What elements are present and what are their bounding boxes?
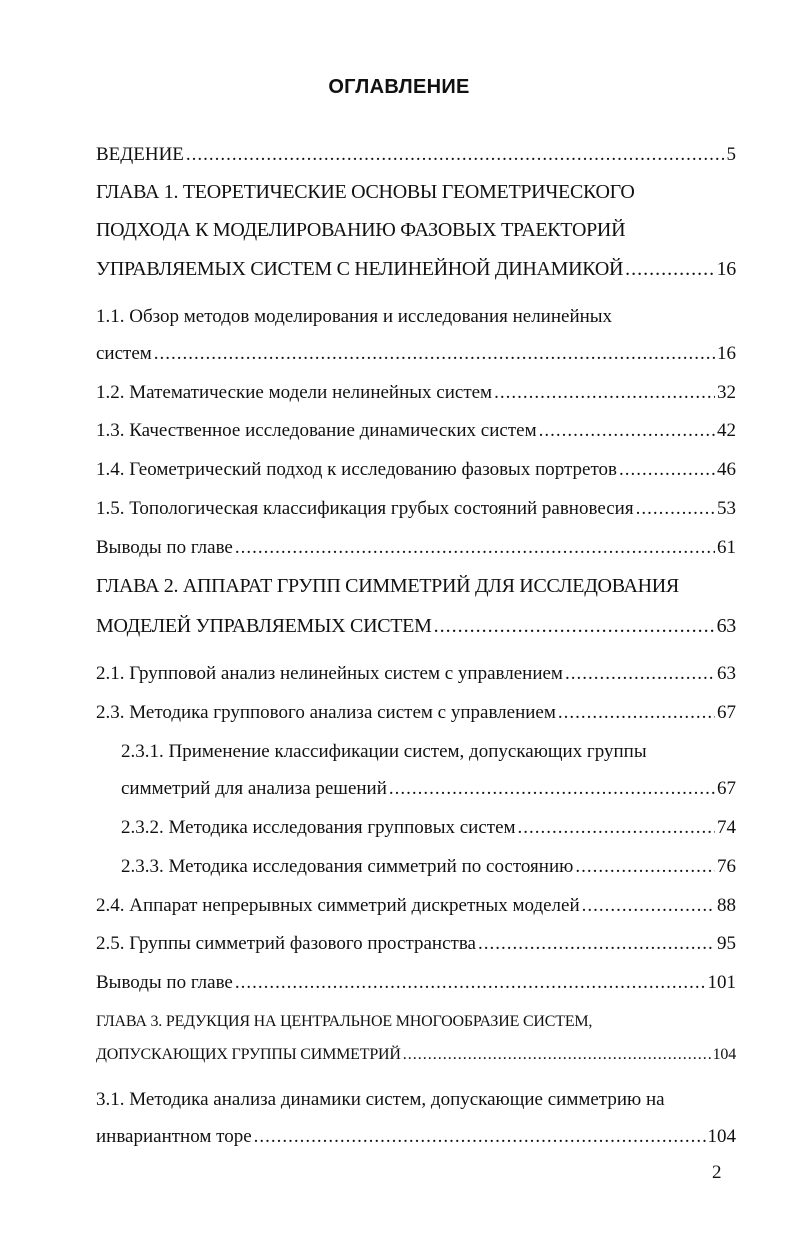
toc-page-number: 67 <box>717 778 736 799</box>
toc-subsection-2-3-2 <box>121 816 736 840</box>
dot-leader <box>235 536 715 560</box>
toc-chapter3-line1 <box>96 1010 736 1034</box>
toc-entry-text: ВЕДЕНИЕ <box>96 144 184 165</box>
toc-page-number: 74 <box>717 817 736 838</box>
toc-section-1-1-line2 <box>96 342 736 366</box>
toc-entry-text: 1.4. Геометрический подход к исследованию фазовых портретов <box>96 459 617 480</box>
dot-leader <box>625 257 714 281</box>
dot-leader <box>518 816 715 840</box>
toc-page-number: 42 <box>717 420 736 441</box>
toc-entry-text: 2.3.1. Применение классификации систем, допускающих группы <box>121 741 647 762</box>
toc-chapter2-line1 <box>96 574 736 598</box>
toc-chapter1-line3 <box>96 257 736 281</box>
toc-section-2-1 <box>96 662 736 686</box>
toc-entry-text: 1.5. Топологическая классификация грубых состояний равновесия <box>96 498 634 519</box>
page-title: ОГЛАВЛЕНИЕ <box>328 76 470 98</box>
toc-page-number: 46 <box>717 459 736 480</box>
dot-leader <box>558 701 715 725</box>
toc-conclusion-1 <box>96 536 736 560</box>
toc-entry-text: ГЛАВА 3. РЕДУКЦИЯ НА ЦЕНТРАЛЬНОЕ МНОГООБРАЗИЕ СИСТЕМ, <box>96 1013 593 1030</box>
toc-section-1-1-line1 <box>96 305 736 329</box>
dot-leader <box>619 458 715 482</box>
toc-entry-text: ГЛАВА 2. АППАРАТ ГРУПП СИММЕТРИЙ ДЛЯ ИССЛЕДОВАНИЯ <box>96 575 679 597</box>
toc-section-3-1-line1 <box>96 1088 736 1112</box>
dot-leader <box>434 614 715 638</box>
toc-entry-text: инвариантном торе <box>96 1126 252 1147</box>
toc-page-number: 63 <box>716 615 736 637</box>
toc-page-number: 88 <box>717 895 736 916</box>
toc-page-number: 101 <box>707 972 736 993</box>
dot-leader <box>565 662 715 686</box>
toc-section-1-4 <box>96 458 736 482</box>
toc-entry-text: 3.1. Методика анализа динамики систем, допускающие симметрию на <box>96 1089 665 1110</box>
toc-entry-text: ДОПУСКАЮЩИХ ГРУППЫ СИММЕТРИЙ <box>96 1046 401 1063</box>
toc-page-number: 53 <box>717 498 736 519</box>
toc-page-number: 32 <box>717 382 736 403</box>
toc-page-number: 16 <box>716 258 736 280</box>
toc-chapter2-line2 <box>96 614 736 638</box>
toc-entry-text: Выводы по главе <box>96 972 233 993</box>
toc-entry-intro <box>96 143 736 167</box>
toc-subsection-2-3-1-line2 <box>121 777 736 801</box>
toc-chapter3-line2 <box>96 1043 736 1067</box>
toc-section-2-3 <box>96 701 736 725</box>
toc-entry-text: 1.2. Математические модели нелинейных систем <box>96 382 493 403</box>
toc-entry-text: симметрий для анализа решений <box>121 778 387 799</box>
toc-page-number: 67 <box>717 702 736 723</box>
toc-section-3-1-line2 <box>96 1125 736 1149</box>
dot-leader <box>235 971 706 995</box>
dot-leader <box>582 894 715 918</box>
toc-entry-text: 1.3. Качественное исследование динамических систем <box>96 420 537 441</box>
toc-page-number: 104 <box>707 1126 736 1147</box>
toc-page-number: 76 <box>717 856 736 877</box>
toc-section-1-5 <box>96 497 736 521</box>
dot-leader <box>389 777 715 801</box>
dot-leader <box>254 1125 706 1149</box>
toc-section-2-4 <box>96 894 736 918</box>
toc-chapter1-line2 <box>96 218 736 242</box>
page-number: 2 <box>712 1162 722 1183</box>
toc-entry-text: 1.1. Обзор методов моделирования и исследования нелинейных <box>96 306 613 327</box>
toc-subsection-2-3-1-line1 <box>121 740 736 764</box>
toc-entry-text: 2.3.3. Методика исследования симметрий по состоянию <box>121 856 574 877</box>
toc-entry-text: 2.5. Группы симметрий фазового пространства <box>96 933 476 954</box>
dot-leader <box>636 497 715 521</box>
toc-entry-text: Выводы по главе <box>96 537 233 558</box>
toc-entry-text: 2.3. Методика группового анализа систем с управлением <box>96 702 556 723</box>
dot-leader <box>494 381 715 405</box>
toc-page-number: 95 <box>717 933 736 954</box>
toc-page-number: 16 <box>717 343 736 364</box>
toc-section-2-5 <box>96 932 736 956</box>
toc-page-number: 63 <box>717 663 736 684</box>
toc-conclusion-2 <box>96 971 736 995</box>
toc-section-1-3 <box>96 419 736 443</box>
dot-leader <box>154 342 715 366</box>
dot-leader <box>403 1043 711 1067</box>
toc-entry-text: ПОДХОДА К МОДЕЛИРОВАНИЮ ФАЗОВЫХ ТРАЕКТОРИЙ <box>96 219 626 241</box>
toc-section-1-2 <box>96 381 736 405</box>
toc-entry-text: УПРАВЛЯЕМЫХ СИСТЕМ С НЕЛИНЕЙНОЙ ДИНАМИКОЙ <box>96 258 624 280</box>
toc-entry-text: ГЛАВА 1. ТЕОРЕТИЧЕСКИЕ ОСНОВЫ ГЕОМЕТРИЧЕСКОГО <box>96 181 635 203</box>
dot-leader <box>186 143 725 167</box>
dot-leader <box>478 932 715 956</box>
toc-entry-text: 2.1. Групповой анализ нелинейных систем с управлением <box>96 663 563 684</box>
toc-page-number: 61 <box>717 537 736 558</box>
toc-entry-text: 2.4. Аппарат непрерывных симметрий дискретных моделей <box>96 895 580 916</box>
toc-chapter1-line1 <box>96 180 736 204</box>
toc-entry-text: систем <box>96 343 152 364</box>
toc-entry-text: МОДЕЛЕЙ УПРАВЛЯЕМЫХ СИСТЕМ <box>96 615 432 637</box>
dot-leader <box>575 855 715 879</box>
toc-page-number: 104 <box>712 1046 736 1063</box>
dot-leader <box>539 419 715 443</box>
toc-page-number: 5 <box>726 144 736 165</box>
toc-entry-text: 2.3.2. Методика исследования групповых систем <box>121 817 516 838</box>
toc-subsection-2-3-3 <box>121 855 736 879</box>
